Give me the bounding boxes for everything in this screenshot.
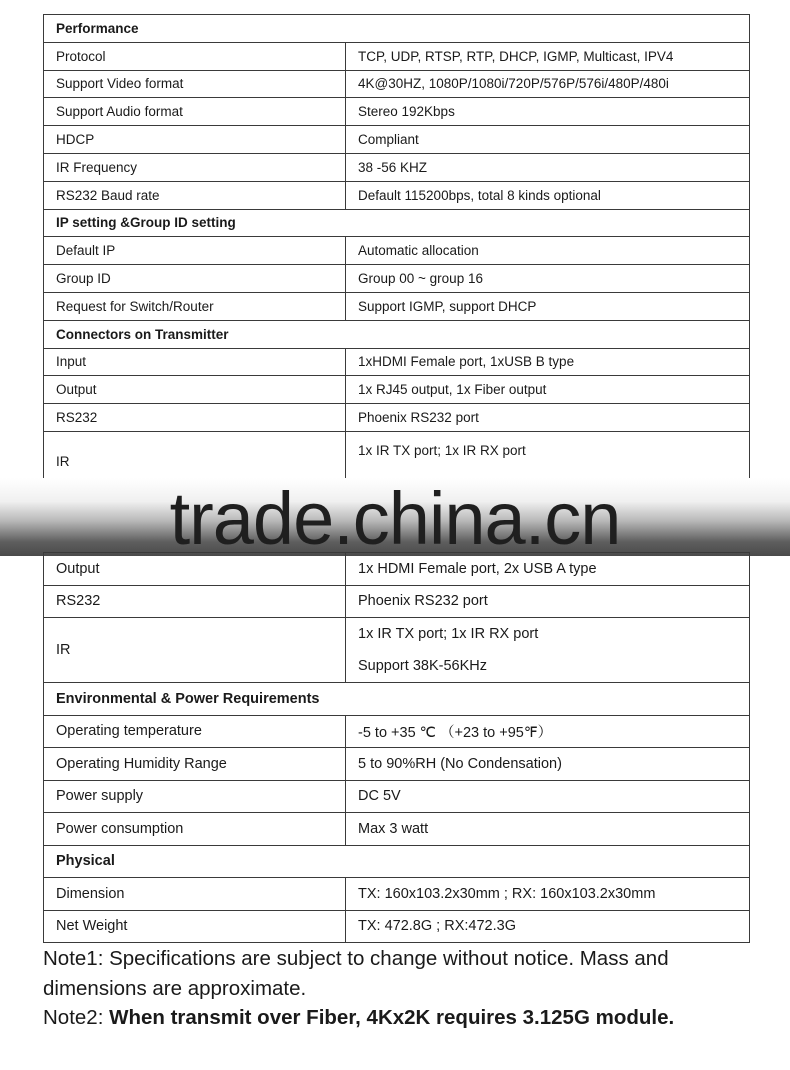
table-row [44,42,750,70]
spec-label: Operating temperature [44,715,346,748]
table-row [44,98,750,126]
spec-label: HDCP [44,126,346,154]
table-row [44,348,750,376]
table-row [44,153,750,181]
spec-label: IR [44,618,346,683]
spec-label: Power consumption [44,813,346,846]
spec-value: -5 to +35 ℃ （+23 to +95℉） [346,715,750,748]
spec-value [346,618,750,683]
spec-label: Net Weight [44,910,346,943]
spec-value: 1x IR TX port; 1x IR RX port [346,431,750,491]
section-title: Environmental & Power Requirements [44,683,750,716]
spec-label: Support Video format [44,70,346,98]
table-row [44,376,750,404]
spec-value: TX: 160x103.2x30mm ; RX: 160x103.2x30mm [346,878,750,911]
watermark: trade.china.cn [169,477,621,560]
spec-label: RS232 [44,404,346,432]
spec-value: 4K@30HZ, 1080P/1080i/720P/576P/576i/480P/480i [346,70,750,98]
spec-label: Protocol [44,42,346,70]
spec-value: Compliant [346,126,750,154]
spec-value: Automatic allocation [346,237,750,265]
table-row [44,910,750,943]
spec-value: 1x RJ45 output, 1x Fiber output [346,376,750,404]
note-2-prefix: Note2: [43,1006,110,1029]
spec-value: Support IGMP, support DHCP [346,292,750,320]
spec-value: DC 5V [346,780,750,813]
table-row [44,265,750,293]
spec-label: IR Frequency [44,153,346,181]
table-row [44,780,750,813]
table-row [44,553,750,586]
spec-label: Support Audio format [44,98,346,126]
section-title: Performance [44,15,750,43]
note-2-emphasis: When transmit over Fiber, 4Kx2K requires 3.125G module. [109,1006,675,1029]
table-row [44,404,750,432]
section-header-transmitter [44,320,750,348]
spec-value: Max 3 watt [346,813,750,846]
spec-value-line: 1x IR TX port; 1x IR RX port [358,626,539,642]
note-1: Note1: Specifications are subject to change without notice. Mass and dimensions are approximate. [43,947,669,1000]
notes [43,944,763,1033]
spec-label: RS232 [44,585,346,618]
section-header-ip-setting [44,209,750,237]
spec-value: TCP, UDP, RTSP, RTP, DHCP, IGMP, Multicast, IPV4 [346,42,750,70]
spec-value: Stereo 192Kbps [346,98,750,126]
spec-label: Output [44,553,346,586]
spec-label: Output [44,376,346,404]
spec-value: TX: 472.8G ; RX:472.3G [346,910,750,943]
table-row [44,70,750,98]
spec-label: Power supply [44,780,346,813]
spec-value: 38 -56 KHZ [346,153,750,181]
table-row [44,181,750,209]
section-title: Connectors on Transmitter [44,320,750,348]
spec-label: Request for Switch/Router [44,292,346,320]
table-row [44,585,750,618]
spec-value: 1x HDMI Female port, 2x USB A type [346,553,750,586]
spec-value: Group 00 ~ group 16 [346,265,750,293]
spec-label: Input [44,348,346,376]
table-row [44,748,750,781]
spec-label: IR [44,431,346,491]
spec-label: Operating Humidity Range [44,748,346,781]
table-row [44,813,750,846]
spec-value: Default 115200bps, total 8 kinds optional [346,181,750,209]
spec-value: Phoenix RS232 port [346,404,750,432]
note-2 [43,1003,763,1033]
table-row [44,878,750,911]
table-row [44,618,750,683]
spec-label: Group ID [44,265,346,293]
spec-value: Phoenix RS232 port [346,585,750,618]
spec-table-top [43,14,750,492]
spec-value-line: Support 38K-56KHz [358,658,487,674]
table-row [44,715,750,748]
spec-label: Default IP [44,237,346,265]
spec-table-bottom [43,552,750,943]
spec-value: 1xHDMI Female port, 1xUSB B type [346,348,750,376]
section-header-environmental [44,683,750,716]
section-header-physical [44,845,750,878]
table-row [44,126,750,154]
spec-value: 5 to 90%RH (No Condensation) [346,748,750,781]
table-row [44,237,750,265]
table-row [44,292,750,320]
section-header-performance [44,15,750,43]
section-title: IP setting &Group ID setting [44,209,750,237]
spec-label: Dimension [44,878,346,911]
spec-label: RS232 Baud rate [44,181,346,209]
section-title: Physical [44,845,750,878]
